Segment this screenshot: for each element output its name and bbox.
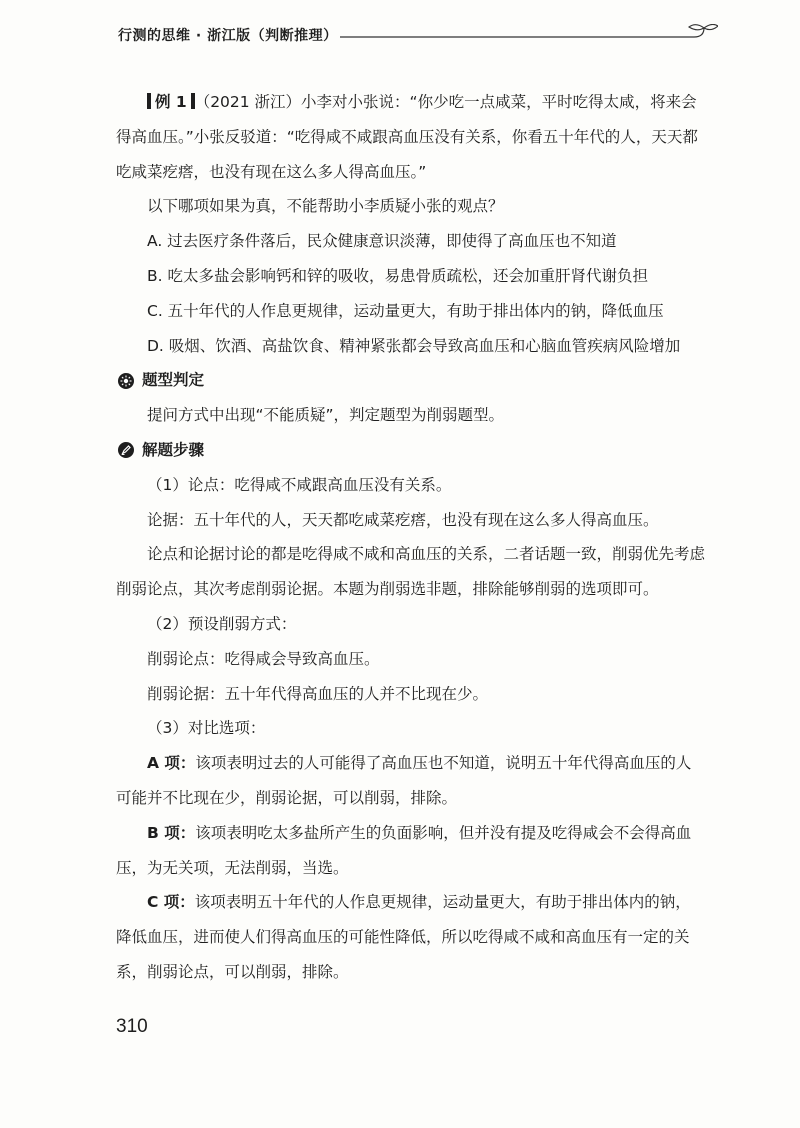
step1-argument: （1）论点：吃得咸不咸跟高血压没有关系。 bbox=[147, 475, 452, 494]
section-type-title bbox=[116, 363, 706, 398]
analysis-b bbox=[116, 816, 706, 886]
analysis-a-label: A 项： bbox=[147, 754, 196, 773]
option-c: C. 五十年代的人作息更规律，运动量更大，有助于排出体内的钠，降低血压 bbox=[147, 301, 664, 320]
header-title: 行测的思维 · 浙江版（判断推理） bbox=[118, 28, 338, 44]
option-a: A. 过去医疗条件落后，民众健康意识淡薄，即使得了高血压也不知道 bbox=[147, 232, 617, 251]
page-content bbox=[116, 85, 706, 990]
page-number: 310 bbox=[116, 1016, 148, 1037]
example-label: 例 1 bbox=[155, 93, 187, 111]
analysis-c-label: C 项： bbox=[147, 893, 195, 912]
analysis-a-text: 该项表明过去的人可能得了高血压也不知道，说明五十年代得高血压的人可能并不比现在少，削弱论据，可以削弱，排除。 bbox=[116, 754, 692, 807]
analysis-c-text: 该项表明五十年代的人作息更规律，运动量更大，有助于排出体内的钠，降低血压，进而使人们得高血压的可能性降低，所以吃得咸不咸和高血压有一定的关系，削弱论点，可以削弱，排除。 bbox=[116, 893, 691, 981]
section-steps-label: 解题步骤 bbox=[142, 440, 205, 459]
section-steps-title bbox=[116, 433, 706, 468]
section-type-label: 题型判定 bbox=[142, 371, 205, 390]
analysis-c bbox=[116, 885, 706, 989]
section-type-text: 提问方式中出现“不能质疑”，判定题型为削弱题型。 bbox=[147, 406, 505, 425]
step2-title: （2）预设削弱方式： bbox=[147, 614, 297, 633]
example-question: 以下哪项如果为真，不能帮助小李质疑小张的观点？ bbox=[147, 197, 504, 216]
step2-argument: 削弱论点：吃得咸会导致高血压。 bbox=[147, 649, 380, 668]
step3-title: （3）对比选项： bbox=[147, 719, 266, 738]
analysis-b-label: B 项： bbox=[147, 823, 196, 842]
analysis-b-text: 该项表明吃太多盐所产生的负面影响，但并没有提及吃得咸会不会得高血压，为无关项，无法削弱，当选。 bbox=[116, 823, 692, 877]
example-text: （2021 浙江）小李对小张说：“你少吃一点咸菜，平时吃得太咸，将来会得高血压。”小张反驳道：“吃得咸不咸跟高血压没有关系，你看五十年代的人，天天都吃咸菜疙瘩，也没有现在这么多人得高血压。” bbox=[116, 93, 698, 181]
step2-evidence: 削弱论据：五十年代得高血压的人并不比现在少。 bbox=[147, 684, 489, 703]
running-header bbox=[118, 24, 718, 50]
step1-evidence: 论据：五十年代的人，天天都吃咸菜疙瘩，也没有现在这么多人得高血压。 bbox=[147, 510, 659, 529]
option-d: D. 吸烟、饮酒、高盐饮食、精神紧张都会导致高血压和心脑血管疾病风险增加 bbox=[147, 336, 681, 355]
example-paragraph bbox=[116, 85, 706, 189]
example-bar-left bbox=[147, 93, 151, 109]
pen-icon bbox=[118, 442, 134, 458]
sun-icon bbox=[118, 373, 134, 389]
step1-analysis: 论点和论据讨论的都是吃得咸不咸和高血压的关系，二者话题一致，削弱优先考虑削弱论点，其次考虑削弱论据。本题为削弱选非题，排除能够削弱的选项即可。 bbox=[116, 545, 706, 599]
option-b: B. 吃太多盐会影响钙和锌的吸收，易患骨质疏松，还会加重肝肾代谢负担 bbox=[147, 266, 648, 285]
analysis-a bbox=[116, 746, 706, 816]
